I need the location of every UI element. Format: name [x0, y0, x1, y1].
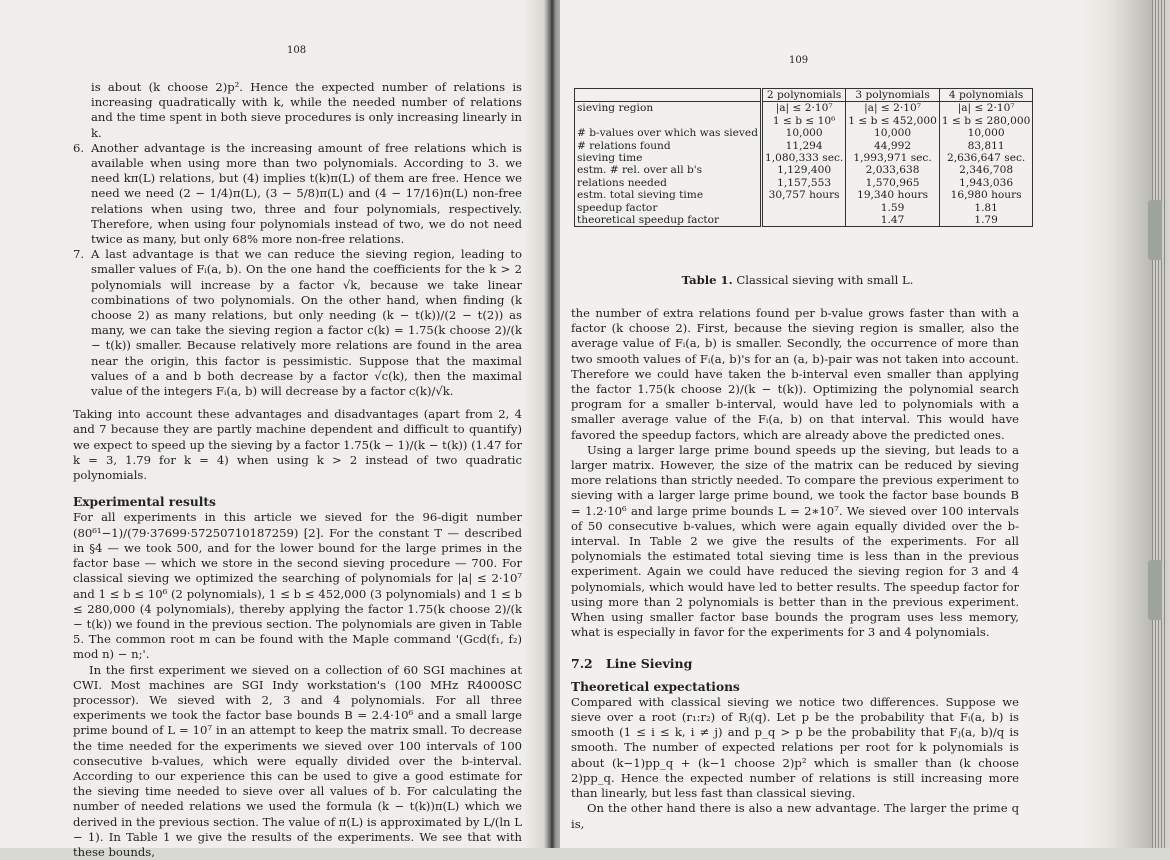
table-cell: 10,000	[761, 127, 845, 139]
table-cell: 1,129,400	[761, 164, 845, 176]
row-label: estm. total sieving time	[577, 189, 704, 202]
left-text-block	[73, 80, 522, 860]
row-label: # b-values over which was sieved	[577, 127, 758, 140]
numbered-list	[73, 141, 522, 399]
table-header-cell: 3 polynomials	[846, 89, 940, 102]
table-cell: 2,636,647 sec.	[939, 152, 1033, 164]
table-row	[575, 202, 1033, 214]
page-edge-lines	[1152, 0, 1166, 848]
page-tab	[1148, 200, 1162, 260]
table-caption	[574, 273, 1021, 287]
list-text: A last advantage is that we can reduce the sieving region, leading to smaller values of Fᵢ(a, b). On the one hand the coefficients for the k > 2 polynomials will increase by a factor √k, because we take linear combinations of two polynomials. On the other hand, when finding (k choose 2) as many relations, but only needing (k − t(k))/(2 − t(2)) as many, we can take the sieving region a factor c(k) = 1.75(k choose 2)/(k − t(k)) smaller. Because relatively more relations are found in the area near the origin, this factor is pessimistic. Suppose that the maximal values of a and b both decrease by a factor √c(k), then the maximal value of the integers Fᵢ(a, b) will decrease by a factor c(k)/√k.	[91, 247, 522, 399]
row-label: sieving time	[577, 152, 643, 165]
table-cell: 10,000	[939, 127, 1033, 139]
right-paragraph-1: the number of extra relations found per b-value grows faster than with a factor (k choose 2). First, because the sieving region is smaller, also the average value of Fᵢ(a, b) is smaller. Secondly, the occurrence of more than two smooth values of Fᵢ(a, b)'s for an (a, b)-pair was not taken into account. Therefore we could have taken the b-interval even smaller than applying the factor 1.75(k choose 2)/(k − t(k)). Optimizing the polynomial search program for a smaller b-interval, would have led to polynomials with a smaller average value of the Fᵢ(a, b) on that interval. This would have favored the speedup factors, which are already above the predicted ones.	[571, 306, 1019, 442]
table-cell: 10,000	[846, 127, 940, 139]
table-cell: |a| ≤ 2·10⁷	[761, 102, 845, 115]
row-label: # relations found	[577, 139, 671, 152]
table-row	[575, 127, 1033, 139]
table-cell: 1.81	[939, 202, 1033, 214]
table-cell: 2,033,638	[846, 164, 940, 176]
row-label: relations needed	[577, 176, 667, 189]
table-caption-label: Table 1.	[681, 273, 733, 287]
table-cell: 83,811	[939, 140, 1033, 152]
table-cell: |a| ≤ 2·10⁷	[939, 102, 1033, 115]
experimental-paragraph-2: In the first experiment we sieved on a collection of 60 SGI machines at CWI. Most machines are SGI Indy workstation's (100 MHz R4000SC processor). We sieved with 2, 3 and 4 polynomials. For all three experiments we took the factor base bounds B = 2.4·10⁶ and a small large prime bound of L = 10⁷ in an attempt to keep the matrix small. To decrease the time needed for the experiments we sieved over 100 intervals of 100 consecutive b-values, which were equally divided over the b-interval. According to our experience this can be used to give a good estimate for the sieving time needed to sieve over all values of b. For calculating the number of needed relations we used the formula (k − t(k))π(L) which we derived in the previous section. The value of π(L) is approximated by L/(ln L − 1). In Table 1 we give the results of the experiments. We see that with these bounds,	[73, 662, 522, 859]
table-cell: 1,080,333 sec.	[761, 152, 845, 164]
theoretical-expectations-heading: Theoretical expectations	[571, 679, 740, 694]
table-header-row	[575, 89, 1033, 102]
table-cell: 16,980 hours	[939, 189, 1033, 201]
table-cell: 11,294	[761, 140, 845, 152]
row-label: speedup factor	[577, 201, 658, 214]
left-page	[0, 0, 546, 859]
table-row	[575, 152, 1033, 164]
experimental-paragraph-1: For all experiments in this article we sieved for the 96-digit number (80⁶¹−1)/(79·37699·57250710187259) [2]. For the constant T — described in §4 — we took 500, and for the lower bound for the large primes in the factor base — which we store in the second sieving procedure — 700. For classical sieving we optimized the searching of polynomials for |a| ≤ 2·10⁷ and 1 ≤ b ≤ 10⁶ (2 polynomials), 1 ≤ b ≤ 452,000 (3 polynomials) and 1 ≤ b ≤ 280,000 (4 polynomials), thereby applying the factor 1.75(k choose 2)/(k − t(k)) we found in the previous section. The polynomials are given in Table 5. The common root m can be found with the Maple command '(Gcd(f₁, f₂) mod n) − n;'.	[73, 510, 522, 662]
list-number: 6.	[73, 140, 85, 155]
table-cell: |a| ≤ 2·10⁷	[846, 102, 940, 115]
table-header-cell: 4 polynomials	[939, 89, 1033, 102]
table-row	[575, 115, 1033, 127]
list-number: 7.	[73, 247, 85, 262]
list-item	[73, 247, 522, 399]
table-row	[575, 189, 1033, 201]
section-title: Line Sieving	[605, 656, 693, 672]
table-cell: 1,157,553	[761, 177, 845, 189]
row-label: estm. # rel. over all b's	[577, 164, 703, 177]
table-cell: 1.59	[846, 202, 940, 214]
opening-fragment: is about (k choose 2)p². Hence the expected number of relations is increasing quadratically with k, while the needed number of relations and the time spent in both sieve procedures is only increasing linearly in k.	[91, 80, 522, 140]
section-number: 7.2	[571, 656, 593, 672]
table-cell: 1.79	[939, 214, 1033, 227]
table-cell: 19,340 hours	[846, 189, 940, 201]
row-label	[575, 115, 762, 127]
table-cell: 1,993,971 sec.	[846, 152, 940, 164]
table-cell: 1 ≤ b ≤ 10⁶	[761, 115, 845, 127]
page-tab	[1148, 560, 1162, 620]
table-cell: 1.47	[846, 214, 940, 227]
page-number-109: 109	[789, 55, 809, 66]
right-paragraph-3: Compared with classical sieving we notice two differences. Suppose we sieve over a root (r₁:r₂) of Rⱼ(q). Let p be the probability that Fᵢ(a, b) is smooth (1 ≤ i ≤ k, i ≠ j) and p_q > p be the probability that Fⱼ(a, b)/q is smooth. The number of expected relations per root for k polynomials is about (k−1)pp_q + (k−1 choose 2)p² which is smaller than (k choose 2)pp_q. Hence the expected number of relations is still increasing more than linearly, but less fast than classical sieving.	[571, 694, 1019, 801]
table-header-cell: 2 polynomials	[761, 89, 845, 102]
page-number-108: 108	[287, 45, 307, 56]
row-label: theoretical speedup factor	[577, 214, 720, 227]
table-row	[575, 102, 1033, 115]
table-row	[575, 164, 1033, 176]
results-table	[574, 88, 1031, 227]
table-cell: 1 ≤ b ≤ 280,000	[939, 115, 1033, 127]
table-cell: 1 ≤ b ≤ 452,000	[846, 115, 940, 127]
table-cell	[761, 202, 845, 214]
right-paragraph-4: On the other hand there is also a new advantage. The larger the prime q is,	[571, 801, 1019, 831]
table-cell: 30,757 hours	[761, 189, 845, 201]
table-row	[575, 214, 1033, 227]
table-row	[575, 177, 1033, 189]
section-heading	[571, 656, 1019, 671]
table-cell: 2,346,708	[939, 164, 1033, 176]
list-item	[73, 141, 522, 247]
table-cell: 1,943,036	[939, 177, 1033, 189]
list-text: Another advantage is the increasing amount of free relations which is available when using more than two polynomials. According to 3. we need kπ(L) relations, but (4) implies t(k)π(L) of them are free. Hence we need we need (2 − 1/4)π(L), (3 − 5/8)π(L) and (4 − 17/16)π(L) non-free relations when using two, three and four polynomials, respectively. Therefore, when using four polynomials instead of two, we do not need twice as many, but only 68% more non-free relations.	[91, 140, 522, 247]
table-cell: 44,992	[846, 140, 940, 152]
experimental-results-heading: Experimental results	[73, 495, 216, 510]
summary-paragraph: Taking into account these advantages and disadvantages (apart from 2, 4 and 7 because they are partly machine dependent and difficult to quantify) we expect to speed up the sieving by a factor 1.75(k − 1)/(k − t(k)) (1.47 for k = 3, 1.79 for k = 4) when using k > 2 instead of two quadratic polynomials.	[73, 407, 522, 483]
row-label: sieving region	[577, 102, 654, 115]
table-header-cell	[575, 89, 762, 102]
table-cell	[761, 214, 845, 227]
table-caption-text: Classical sieving with small L.	[736, 273, 914, 287]
right-text-block	[571, 306, 1019, 832]
right-paragraph-2: Using a larger large prime bound speeds up the sieving, but leads to a larger matrix. However, the size of the matrix can be reduced by sieving more relations than strictly needed. To compare the previous experiment to sieving with a larger large prime bound, we took the factor base bounds B = 1.2·10⁶ and large prime bounds L = 2∗10⁷. We sieved over 100 intervals of 50 consecutive b-values, which were again equally divided over the b-interval. In Table 2 we give the results of the experiments. For all polynomials the estimated total sieving time is less than in the previous experiment. Again we could have reduced the sieving region for 3 and 4 polynomials, which would have led to better results. The speedup factor for using more than 2 polynomials is better than in the previous experiment. When using smaller factor base bounds the program uses less memory, what is especially in favor for the experiments for 3 and 4 polynomials.	[571, 442, 1019, 640]
table-row	[575, 140, 1033, 152]
table-cell: 1,570,965	[846, 177, 940, 189]
page-edge-stack	[1080, 0, 1170, 848]
